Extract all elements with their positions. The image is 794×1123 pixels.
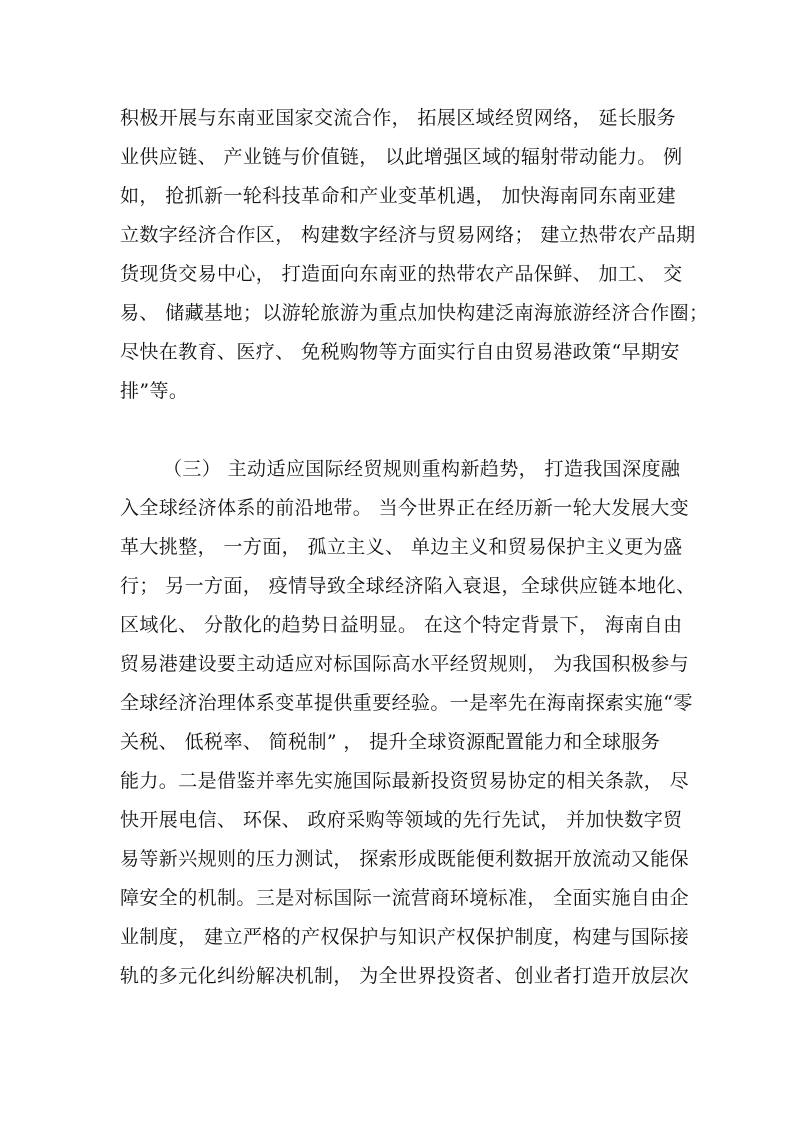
text-line: 障安全的机制。三是对标国际一流营商环境标准， 全面实施自由企 [120, 887, 690, 909]
text-line: 全球经济治理体系变革提供重要经验。一是率先在海南探索实施“零 [120, 692, 693, 714]
text-line: 行； 另一方面， 疫情导致全球经济陷入衰退，全球供应链本地化、 [120, 575, 696, 597]
text-line: 革大挑整， 一方面， 孤立主义、 单边主义和贸易保护主义更为盛 [120, 536, 683, 558]
text-line: 易、 储藏基地；以游轮旅游为重点加快构建泛南海旅游经济合作圈； [120, 302, 709, 324]
text-line: 快开展电信、 环保、 政府采购等领域的先行先试， 并加快数字贸 [120, 809, 683, 831]
text-line: 易等新兴规则的压力测试， 探索形成既能便利数据开放流动又能保 [120, 848, 690, 870]
text-line: 积极开展与东南亚国家交流合作， 拓展区域经贸网络， 延长服务 [120, 107, 677, 129]
text-line: 业制度， 建立严格的产权保护与知识产权保护制度，构建与国际接 [120, 926, 690, 948]
text-line: 货现货交易中心， 打造面向东南亚的热带农产品保鲜、 加工、 交 [120, 263, 683, 285]
text-line: 贸易港建设要主动适应对标国际高水平经贸规则， 为我国积极参与 [120, 653, 690, 675]
text-line: 能力。二是借鉴并率先实施国际最新投资贸易协定的相关条款， 尽 [120, 770, 690, 792]
text-line: 尽快在教育、医疗、 免税购物等方面实行自由贸易港政策“早期安 [120, 341, 680, 363]
text-line: 排”等。 [120, 380, 189, 402]
text-line: 区域化、 分散化的趋势日益明显。 在这个特定背景下， 海南自由 [120, 614, 683, 636]
text-line: 业供应链、 产业链与价值链， 以此增强区域的辐射带动能力。 例 [120, 146, 683, 168]
text-line: 如， 抢抓新一轮科技革命和产业变革机遇， 加快海南同东南亚建 [120, 185, 677, 207]
text-line: 关税、 低税率、 简税制” ， 提升全球资源配置能力和全球服务 [120, 731, 661, 753]
text-line: 立数字经济合作区， 构建数字经济与贸易网络； 建立热带农产品期 [120, 224, 696, 246]
text-line: 轨的多元化纠纷解决机制， 为全世界投资者、创业者打造开放层次 [120, 965, 690, 987]
text-line: 入全球经济体系的前沿地带。 当今世界正在经历新一轮大发展大变 [120, 497, 690, 519]
section-heading-line: （三） 主动适应国际经贸规则重构新趋势， 打造我国深度融 [163, 458, 681, 480]
